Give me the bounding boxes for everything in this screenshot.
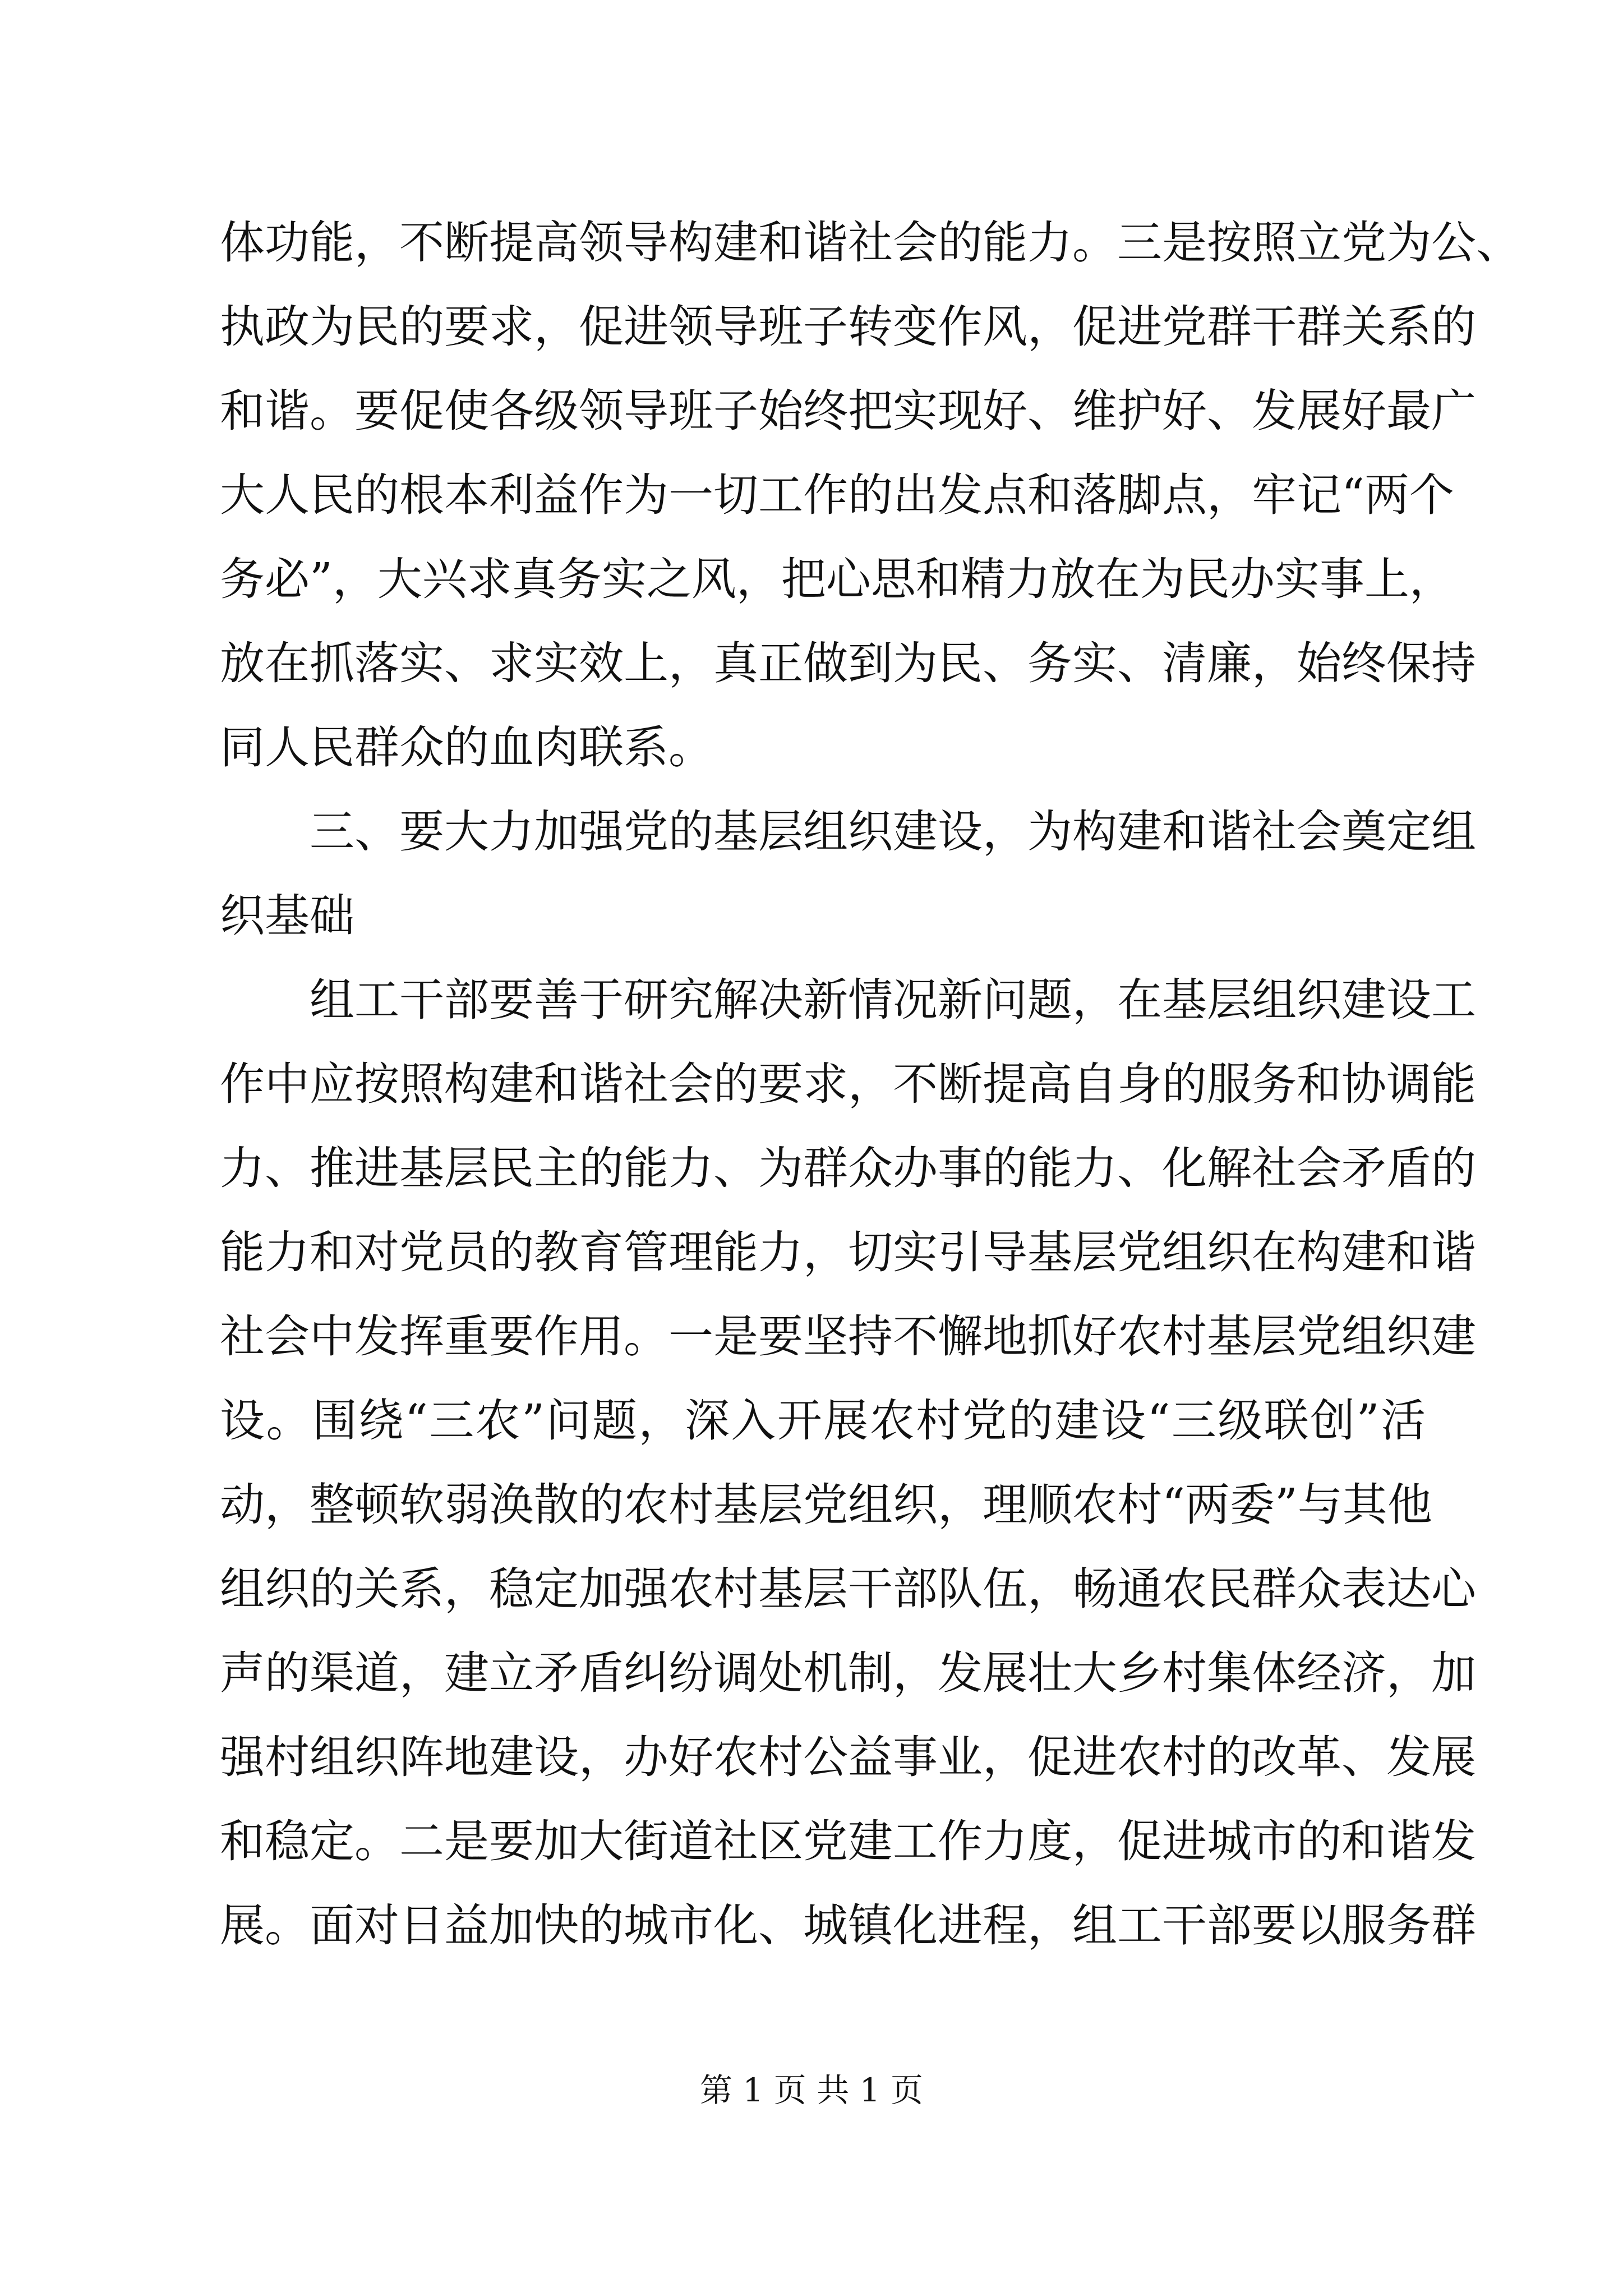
body-line: 强村组织阵地建设，办好农村公益事业，促进农村的改革、发展 bbox=[220, 1731, 1476, 1783]
body-line: 声的渠道，建立矛盾纠纷调处机制，发展壮大乡村集体经济，加 bbox=[220, 1647, 1476, 1699]
body-line: 社会中发挥重要作用。一是要坚持不懈地抓好农村基层党组织建 bbox=[220, 1310, 1476, 1363]
body-line: 设。围绕“三农”问题，深入开展农村党的建设“三级联创”活 bbox=[220, 1395, 1426, 1447]
body-line: 展。面对日益加快的城市化、城镇化进程，组工干部要以服务群 bbox=[220, 1899, 1476, 1952]
document-body bbox=[220, 201, 1521, 1968]
body-line: 同人民群众的血肉联系。 bbox=[220, 721, 713, 774]
body-line: 和谐。要促使各级领导班子始终把实现好、维护好、发展好最广 bbox=[220, 385, 1476, 437]
body-line: 大人民的根本利益作为一切工作的出发点和落脚点，牢记“两个 bbox=[220, 469, 1454, 521]
body-line: 动，整顿软弱涣散的农村基层党组织，理顺农村“两委”与其他 bbox=[220, 1479, 1432, 1531]
body-line: 能力和对党员的教育管理能力，切实引导基层党组织在构建和谐 bbox=[220, 1226, 1476, 1278]
section-heading-line: 三、要大力加强党的基层组织建设，为构建和谐社会奠定组 bbox=[310, 806, 1476, 858]
body-line: 执政为民的要求，促进领导班子转变作风，促进党群干群关系的 bbox=[220, 301, 1476, 353]
body-line: 体功能，不断提高领导构建和谐社会的能力。三是按照立党为公、 bbox=[220, 217, 1521, 269]
body-line: 放在抓落实、求实效上，真正做到为民、务实、清廉，始终保持 bbox=[220, 637, 1476, 689]
body-line: 务必”，大兴求真务实之风，把心思和精力放在为民办实事上， bbox=[220, 553, 1454, 605]
page-number-footer: 第 1 页 共 1 页 bbox=[700, 2071, 923, 2109]
body-line: 和稳定。二是要加大街道社区党建工作力度，促进城市的和谐发 bbox=[220, 1815, 1476, 1867]
body-line: 作中应按照构建和谐社会的要求，不断提高自身的服务和协调能 bbox=[220, 1058, 1476, 1110]
body-line: 组织的关系，稳定加强农村基层干部队伍，畅通农民群众表达心 bbox=[220, 1563, 1476, 1615]
body-line: 力、推进基层民主的能力、为群众办事的能力、化解社会矛盾的 bbox=[220, 1142, 1476, 1194]
section-heading-line: 织基础 bbox=[220, 890, 354, 942]
body-line: 组工干部要善于研究解决新情况新问题，在基层组织建设工 bbox=[310, 974, 1476, 1026]
